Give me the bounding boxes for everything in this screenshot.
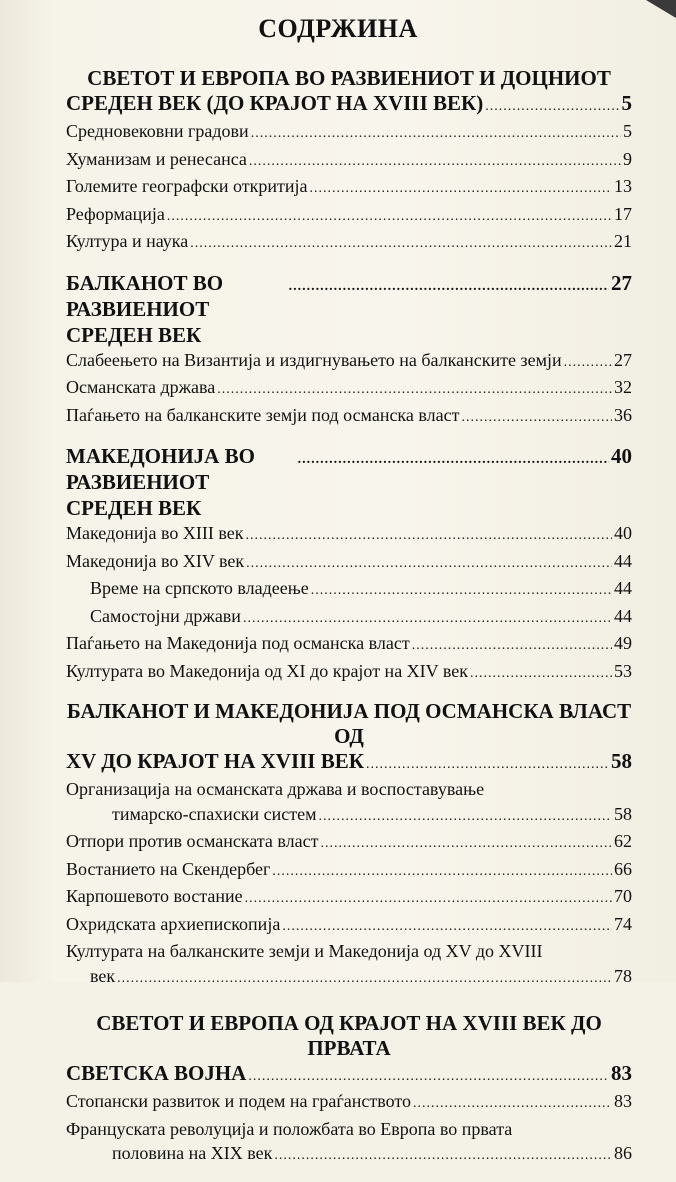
toc-entry[interactable]: Реформација ..... 17 bbox=[66, 202, 632, 230]
section-page-number: 58 bbox=[611, 749, 632, 773]
toc-entry[interactable]: век ..... 78 bbox=[66, 964, 632, 992]
toc-entry[interactable]: тимарско-спахиски систем ..... 58 bbox=[66, 802, 632, 830]
toc-entry-line1: Културата на балканските земји и Македонија од XV до XVIII bbox=[66, 941, 543, 961]
section-heading-text: БАЛКАНОТ ВО РАЗВИЕНИОТ СРЕДЕН ВЕК bbox=[66, 270, 224, 347]
toc-entry[interactable]: Карпошевото востание ..... 70 bbox=[66, 884, 632, 912]
section-page-number: 5 bbox=[621, 91, 632, 115]
entry-page-number: 5 bbox=[623, 121, 632, 141]
toc-subentry[interactable]: Време на српското владеење ..... 44 bbox=[66, 576, 632, 604]
toc-entry[interactable]: Македонија во XIII век ..... 40 bbox=[66, 521, 632, 549]
entry-page-number: 44 bbox=[614, 578, 632, 598]
entry-page-number: 70 bbox=[614, 886, 632, 906]
toc-entry[interactable]: Големите географски откритија ..... 13 bbox=[66, 174, 632, 202]
toc-subentry[interactable]: Самостојни држави ..... 44 bbox=[66, 604, 632, 632]
leader-dots bbox=[289, 270, 609, 300]
entry-page-number: 78 bbox=[614, 965, 632, 986]
toc-entry[interactable]: Паѓањето на балканските земји под османска власт ..... 36 bbox=[66, 403, 632, 431]
entry-page-number: 13 bbox=[614, 176, 632, 196]
table-of-contents bbox=[66, 66, 632, 1182]
entry-page-number: 27 bbox=[614, 349, 632, 370]
section-heading-line1: СВЕТОТ И ЕВРОПА ВО РАЗВИЕНИОТ И ДОЦНИОТ bbox=[87, 66, 611, 90]
entry-page-number: 66 bbox=[614, 858, 632, 879]
entry-page-number: 21 bbox=[614, 231, 632, 251]
section-page-number: 40 bbox=[611, 444, 632, 468]
entry-page-number: 49 bbox=[614, 633, 632, 653]
entry-page-number: 62 bbox=[614, 831, 632, 851]
toc-section-2 bbox=[66, 270, 632, 431]
toc-entry[interactable]: Паѓањето на Македонија под османска власт ..... 49 bbox=[66, 631, 632, 659]
section-heading-line2: СРЕДЕН ВЕК (ДО КРАЈОТ НА XVIII ВЕК) bbox=[66, 91, 484, 115]
entry-page-number: 32 bbox=[614, 377, 632, 397]
toc-entry[interactable]: Културата во Македонија од XI до крајот на XIV век ..... 53 bbox=[66, 659, 632, 687]
toc-entry[interactable]: Култура и наука ..... 21 bbox=[66, 229, 632, 257]
toc-entry-line1: Француската револуција и положбата во Европа во првата bbox=[66, 1118, 513, 1139]
section-page-number: 83 bbox=[611, 1061, 632, 1085]
section-heading bbox=[66, 699, 632, 777]
section-heading-line2: СВЕТСКА ВОЈНА bbox=[66, 1061, 247, 1085]
section-page-number: 27 bbox=[611, 270, 632, 295]
toc-entry[interactable]: Стопански развиток и подем на граѓанството ..... 83 bbox=[66, 1089, 632, 1117]
entry-page-number: 36 bbox=[614, 404, 632, 425]
entry-page-number: 83 bbox=[614, 1091, 632, 1111]
entry-page-number: 58 bbox=[614, 803, 632, 824]
toc-section-1 bbox=[66, 66, 632, 257]
leader-dots bbox=[485, 91, 619, 119]
toc-section-4 bbox=[66, 699, 632, 991]
toc-entry[interactable]: Хуманизам и ренесанса ..... 9 bbox=[66, 147, 632, 175]
leader-dots bbox=[248, 1061, 609, 1089]
toc-entry[interactable]: Османската држава ..... 32 bbox=[66, 375, 632, 403]
toc-section-5 bbox=[66, 1011, 632, 1169]
toc-entry[interactable]: половина на XIX век ..... 86 bbox=[66, 1141, 632, 1169]
toc-entry[interactable]: Слабеењето на Византија и издигнувањето на балканските земји ..... 27 bbox=[66, 348, 632, 376]
section-heading bbox=[66, 270, 632, 348]
toc-entry[interactable]: Македонија во XIV век ..... 44 bbox=[66, 549, 632, 577]
section-heading-line1: СВЕТОТ И ЕВРОПА ОД КРАЈОТ НА XVIII ВЕК ДО ПРВАТА bbox=[96, 1011, 602, 1060]
entry-page-number: 17 bbox=[614, 203, 632, 224]
section-heading-line2: XV ДО КРАЈОТ НА XVIII ВЕК bbox=[66, 749, 364, 773]
section-heading bbox=[66, 1011, 632, 1089]
entry-page-number: 9 bbox=[623, 148, 632, 169]
toc-entry-line1: Организација на османската држава и воспоставување bbox=[66, 779, 485, 799]
page-title: СОДРЖИНА bbox=[258, 14, 418, 43]
entry-page-number: 74 bbox=[614, 913, 632, 934]
entry-page-number: 44 bbox=[614, 550, 632, 571]
entry-page-number: 53 bbox=[614, 660, 632, 681]
toc-entry[interactable]: Отпори против османската власт ..... 62 bbox=[66, 829, 632, 857]
toc-entry[interactable]: Средновековни градови ..... 5 bbox=[66, 119, 632, 147]
toc-section-3 bbox=[66, 443, 632, 686]
entry-page-number: 44 bbox=[614, 605, 632, 626]
toc-entry[interactable]: Востанието на Скендербег ..... 66 bbox=[66, 857, 632, 885]
entry-page-number: 40 bbox=[614, 523, 632, 543]
section-heading bbox=[66, 66, 632, 119]
section-heading bbox=[66, 443, 632, 521]
section-heading-line1: БАЛКАНОТ И МАКЕДОНИЈА ПОД ОСМАНСКА ВЛАСТ ОД bbox=[66, 699, 632, 748]
leader-dots bbox=[298, 443, 609, 473]
section-heading-text: МАКЕДОНИЈА ВО РАЗВИЕНИОТ СРЕДЕН ВЕК bbox=[66, 444, 255, 520]
leader-dots bbox=[366, 749, 609, 777]
toc-entry[interactable]: Охридската архиепископија ..... 74 bbox=[66, 912, 632, 940]
entry-page-number: 86 bbox=[614, 1143, 632, 1163]
